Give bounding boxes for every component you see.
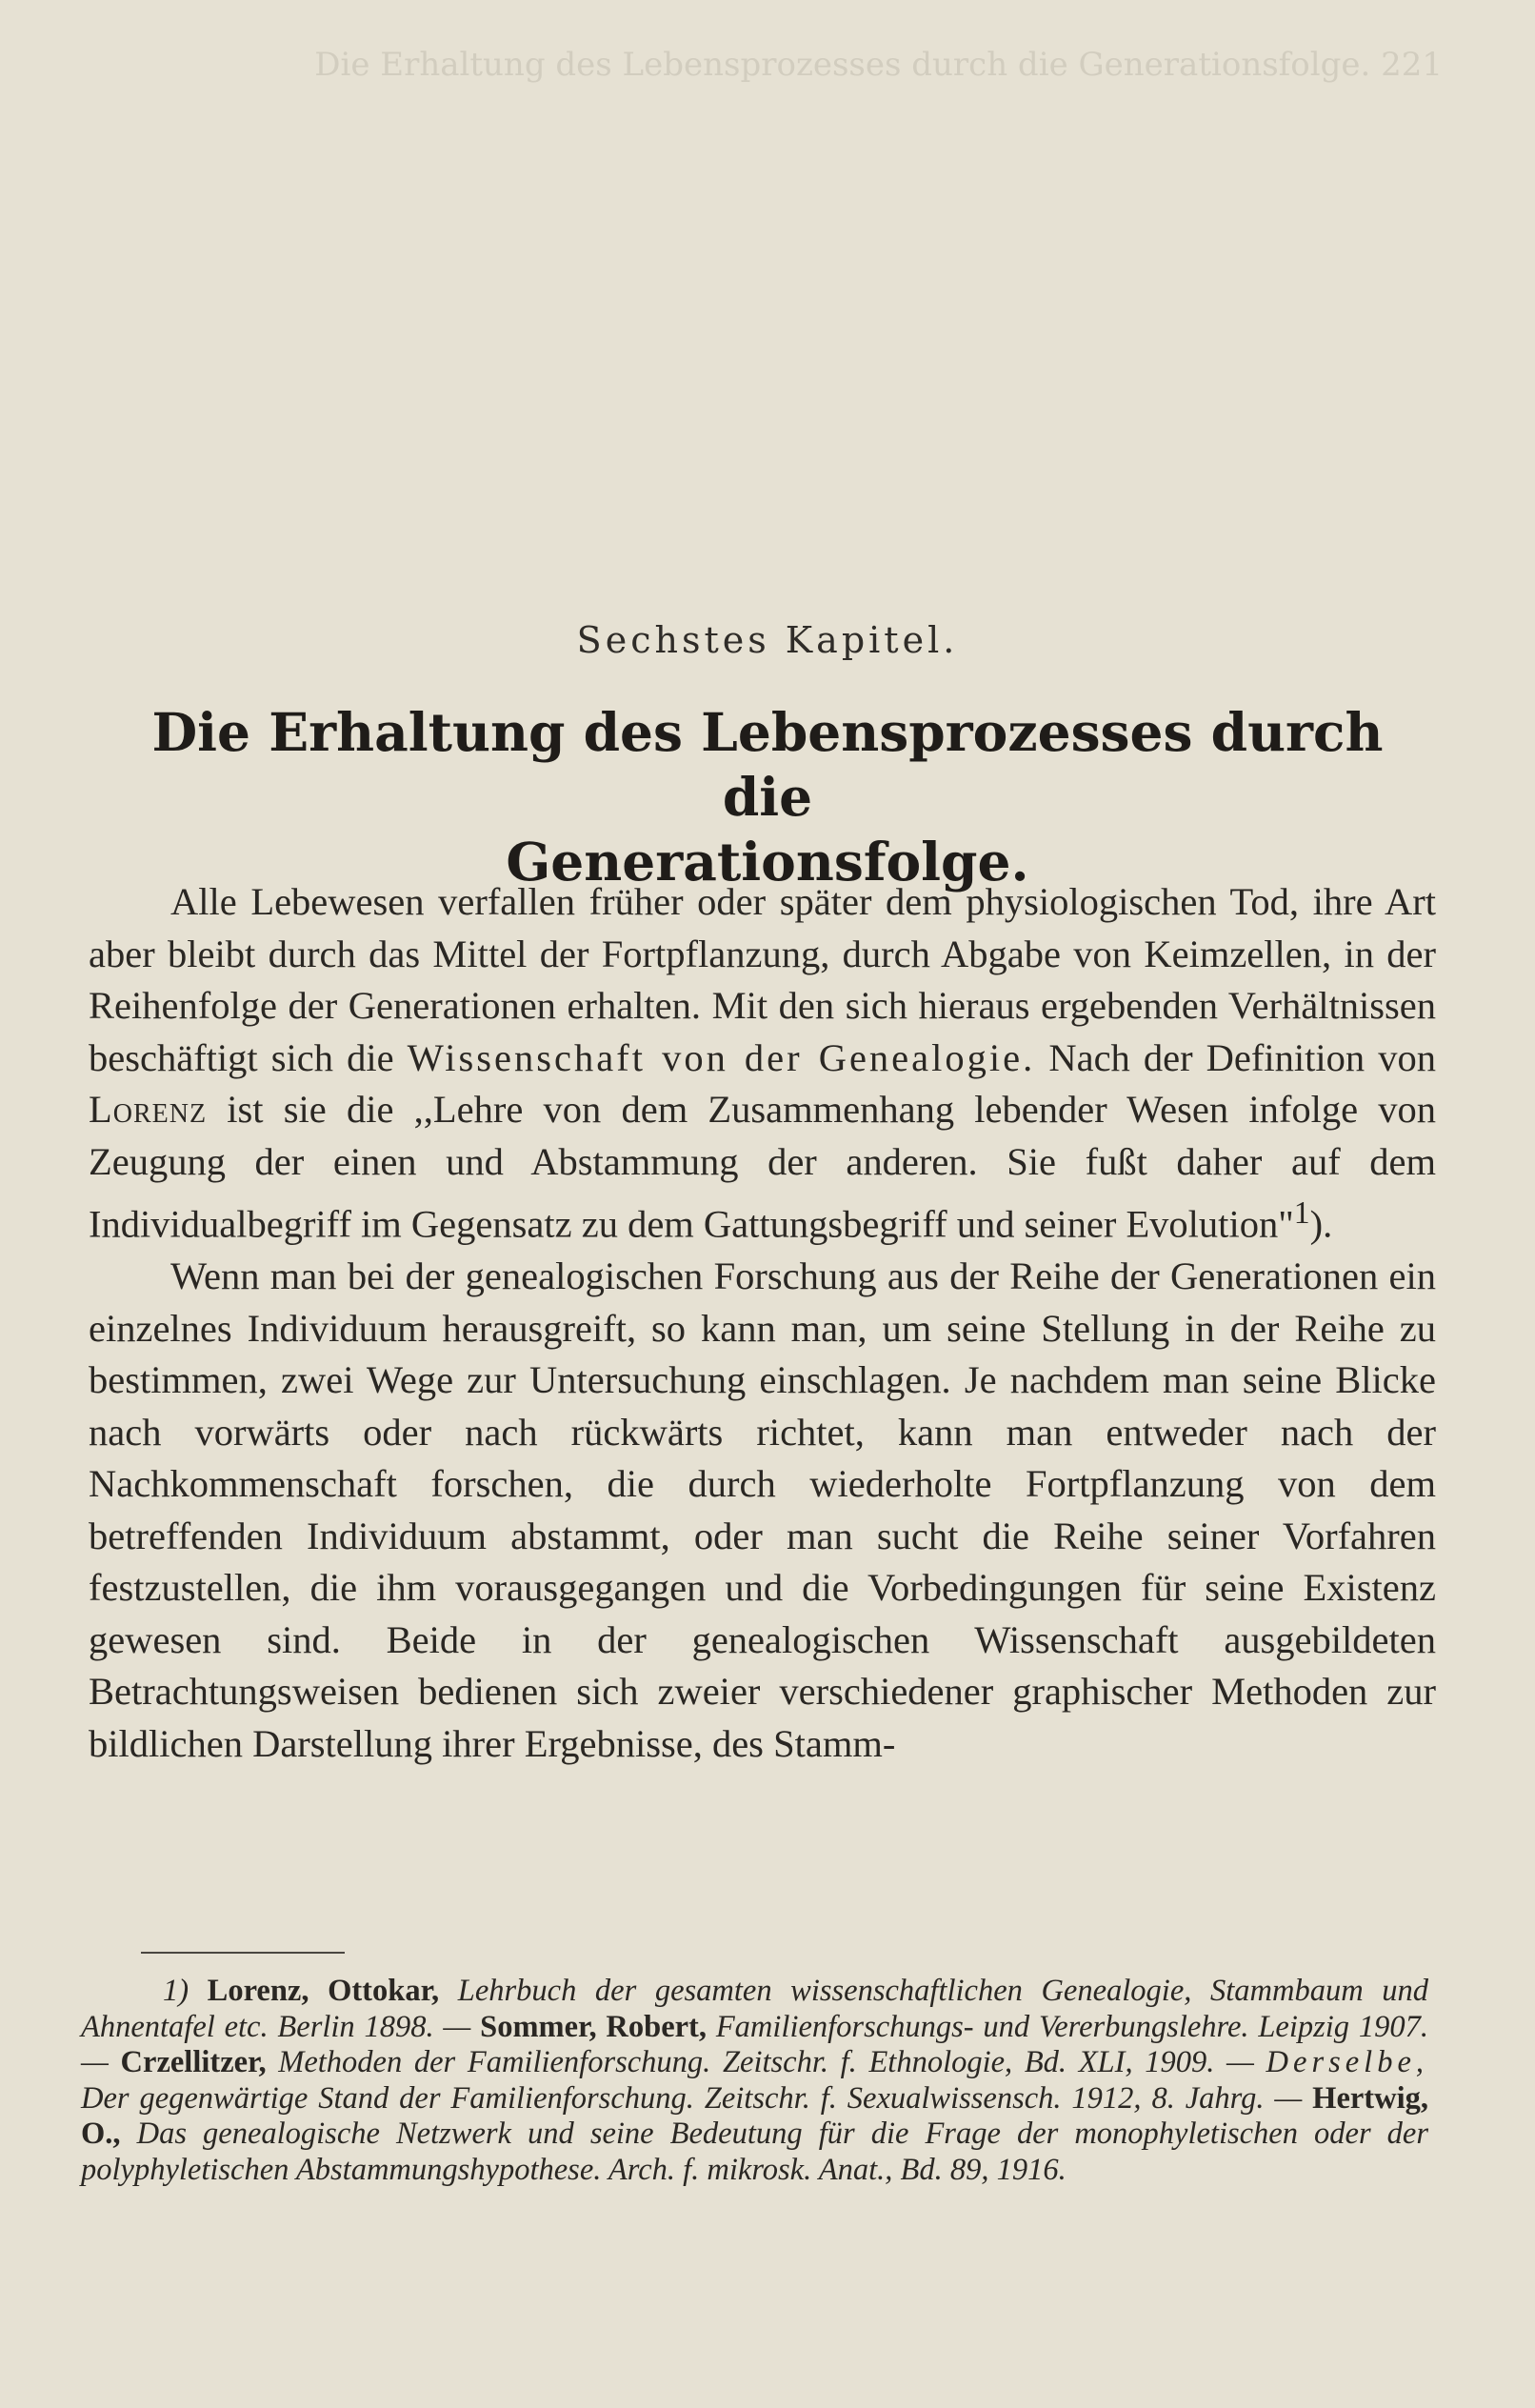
paragraph-1-text-3: ist sie die ,,Lehre von dem Zusammenhang lebender Wesen infolge von Zeugung der einen und Abstammung der anderen. Sie fußt daher auf dem Individualbegriff im Gegensatz zu dem Gattungsbegriff und seiner Evolution" — [89, 1088, 1436, 1246]
paragraph-1-end: ). — [1309, 1202, 1333, 1246]
footnote-ref-5: Das genealogische Netzwerk und seine Bedeutung für die Frage der monophyletischen oder der polyphyletischen Abstammungshypothese. Arch. f. mikrosk. Anat., Bd. 89, 1916. — [81, 2117, 1428, 2187]
footnote-marker: 1) — [163, 1974, 189, 2008]
chapter-title-line-1: Die Erhaltung des Lebensprozesses durch die — [151, 701, 1384, 828]
footnote-derselbe: Derselbe, — [1266, 2045, 1428, 2079]
footnote-reference: 1 — [1293, 1195, 1310, 1231]
footnote-ref-4: Der gegenwärtige Stand der Familienforschung. Zeitschr. f. Sexualwissensch. 1912, 8. Jahrg. — — [81, 2080, 1313, 2116]
body-text — [89, 876, 1436, 1770]
author-name-lorenz: Lorenz — [89, 1088, 208, 1131]
footnote — [81, 1974, 1428, 2188]
paragraph-1-text-2: Nach der Definition von — [1035, 1035, 1436, 1079]
footnote-author-crzellitzer: Crzellitzer, — [120, 2045, 267, 2079]
footnote-author-lorenz: Lorenz, Ottokar, — [207, 1974, 440, 2008]
chapter-title — [114, 700, 1421, 894]
emphasis-genealogie: Wissenschaft von der Genealogie. — [407, 1035, 1036, 1079]
chapter-label: Sechstes Kapitel. — [576, 619, 959, 661]
footnote-ref-1: Lehrbuch der gesamten wissenschaftlichen Genealogie, Stammbaum und Ahnentafel etc. Berlin 1898. — — [81, 1974, 1429, 2044]
paragraph-1-text: Alle Lebewesen verfallen früher oder später dem physiologischen Tod, ihre Art aber bleibt durch das Mittel der Fortpflanzung, durch Abgabe von Keimzellen, in der Reihenfolge der Generationen erhalten. Mit den sich hieraus ergebenden Verhältnissen beschäftigt sich die — [89, 880, 1436, 1079]
footnote-ref-3: Methoden der Familienforschung. Zeitschr. f. Ethnologie, Bd. XLI, 1909. — — [266, 2045, 1266, 2079]
footnote-text — [81, 1974, 1428, 2188]
footnote-author-sommer: Sommer, Robert, — [480, 2009, 707, 2044]
paragraph-1 — [89, 876, 1436, 1251]
footnote-author-hertwig: Hertwig, O., — [81, 2080, 1428, 2151]
footnote-ref-2: Familienforschungs- und Vererbungslehre. Leipzig 1907. — — [81, 2009, 1428, 2079]
chapter-title-line-2: Generationsfolge. — [506, 831, 1029, 893]
bleed-through-text: Die Erhaltung des Lebensprozesses durch die Generationsfolge. 221 — [314, 46, 1443, 84]
paragraph-2: Wenn man bei der genealogischen Forschung aus der Reihe der Generationen ein einzelnes Individuum herausgreift, so kann man, um seine Stellung in der Reihe zu bestimmen, zwei Wege zur Untersuchung einschlagen. Je nachdem man seine Blicke nach vorwärts oder nach rückwärts richtet, kann man entweder nach der Nachkommenschaft forschen, die durch wiederholte Fortpflanzung von dem betreffenden Individuum abstammt, oder man sucht die Reihe seiner Vorfahren festzustellen, die ihm vorausgegangen und die Vorbedingungen für seine Existenz gewesen sind. Beide in der genealogischen Wissenschaft ausgebildeten Betrachtungsweisen bedienen sich zweier verschiedener graphischer Methoden zur bildlichen Darstellung ihrer Ergebnisse, des Stamm- — [89, 1254, 1436, 1765]
footnote-divider — [141, 1952, 345, 1954]
